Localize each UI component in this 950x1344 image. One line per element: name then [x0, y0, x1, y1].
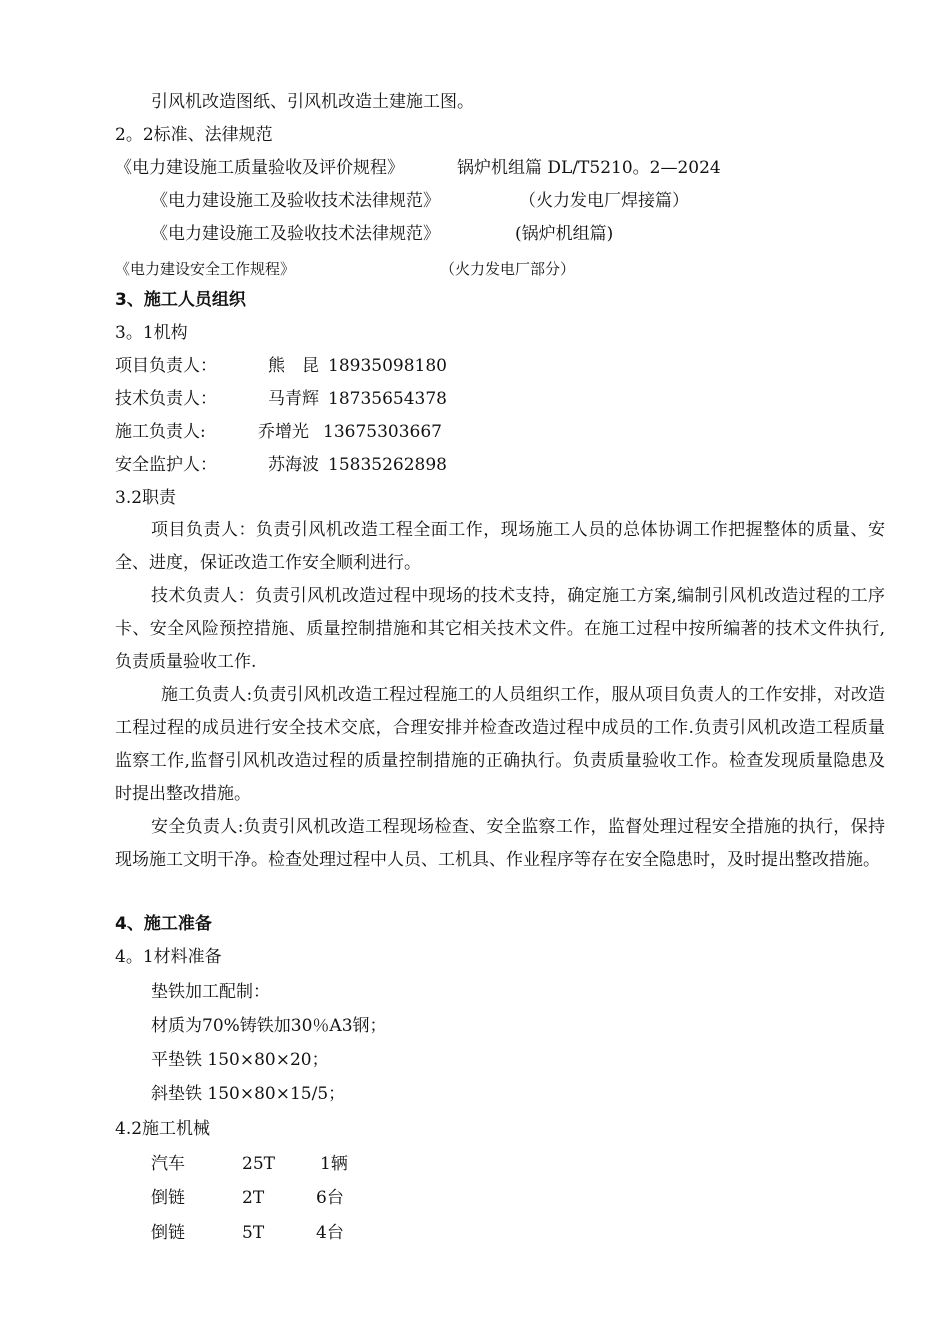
- person-name: 乔增光: [258, 422, 309, 442]
- person-phone: 15835262898: [328, 455, 447, 475]
- list-item: 斜垫铁 150×80×15/5；: [151, 1084, 346, 1104]
- person-name: 苏海波: [268, 455, 319, 475]
- person-role: 项目负责人：: [115, 356, 217, 376]
- person-role: 安全监护人：: [115, 455, 217, 475]
- person-phone: 13675303667: [323, 422, 442, 442]
- standard-3-part: (锅炉机组篇): [515, 224, 614, 244]
- heading-3-2: 3.2职责: [115, 488, 177, 508]
- standard-4-part: （火力发电厂部分）: [440, 260, 576, 278]
- standard-2-part: （火力发电厂焊接篇）: [519, 191, 689, 211]
- duty-project-manager: 项目负责人：负责引风机改造工程全面工作，现场施工人员的总体协调工作把握整体的质量、安全、进度，保证改造工作安全顺利进行。: [115, 520, 885, 573]
- machine-qty: 6台: [316, 1188, 344, 1208]
- heading-2-2: 2。2标准、法律规范: [115, 125, 273, 145]
- person-role: 施工负责人:: [115, 422, 206, 442]
- list-item: 垫铁加工配制：: [151, 982, 270, 1002]
- machine-name: 倒链: [151, 1223, 185, 1243]
- heading-4-2: 4.2施工机械: [115, 1119, 211, 1139]
- person-name: 熊 昆: [268, 356, 319, 376]
- heading-3: 3、施工人员组织: [115, 290, 246, 310]
- standard-3-name: 《电力建设施工及验收技术法律规范》: [151, 224, 440, 244]
- list-item: 材质为70%铸铁加30％A3钢；: [151, 1016, 387, 1036]
- person-name: 马青辉: [268, 389, 319, 409]
- duty-construction-manager: 施工负责人:负责引风机改造工程过程施工的人员组织工作，服从项目负责人的工作安排，对改造工程过程的成员进行安全技术交底，合理安排并检查改造过程中成员的工作.负责引风机改造工程质量监察工作,监督引风机改造过程的质量控制措施的正确执行。负责质量验收工作。检查发现质量隐患及时提出整改措施。: [115, 685, 885, 804]
- heading-4-1: 4。1材料准备: [115, 947, 222, 967]
- heading-4: 4、施工准备: [115, 914, 212, 934]
- heading-3-1: 3。1机构: [115, 323, 188, 343]
- duty-safety-manager: 安全负责人:负责引风机改造工程现场检查、安全监察工作，监督处理过程安全措施的执行，保持现场施工文明干净。检查处理过程中人员、工机具、作业程序等存在安全隐患时，及时提出整改措施。: [115, 817, 885, 870]
- machine-name: 汽车: [151, 1154, 185, 1174]
- machine-spec: 2T: [242, 1188, 265, 1208]
- drawings-line: 引风机改造图纸、引风机改造土建施工图。: [151, 92, 474, 112]
- machine-qty: 1辆: [320, 1154, 348, 1174]
- standard-2-name: 《电力建设施工及验收技术法律规范》: [151, 191, 440, 211]
- standard-1-name: 《电力建设施工质量验收及评价规程》: [115, 158, 404, 178]
- list-item: 平垫铁 150×80×20；: [151, 1050, 329, 1070]
- standard-4-name: 《电力建设安全工作规程》: [115, 260, 296, 278]
- person-role: 技术负责人：: [115, 389, 217, 409]
- machine-name: 倒链: [151, 1188, 185, 1208]
- machine-spec: 5T: [242, 1223, 265, 1243]
- person-phone: 18735654378: [328, 389, 447, 409]
- machine-spec: 25T: [242, 1154, 275, 1174]
- standard-1-part: 锅炉机组篇 DL/T5210。2—2024: [457, 158, 721, 178]
- duty-technical-manager: 技术负责人：负责引风机改造过程中现场的技术支持，确定施工方案,编制引风机改造过程的工序卡、安全风险预控措施、质量控制措施和其它相关技术文件。在施工过程中按所编著的技术文件执行,负责质量验收工作.: [115, 586, 885, 672]
- person-phone: 18935098180: [328, 356, 447, 376]
- machine-qty: 4台: [316, 1223, 344, 1243]
